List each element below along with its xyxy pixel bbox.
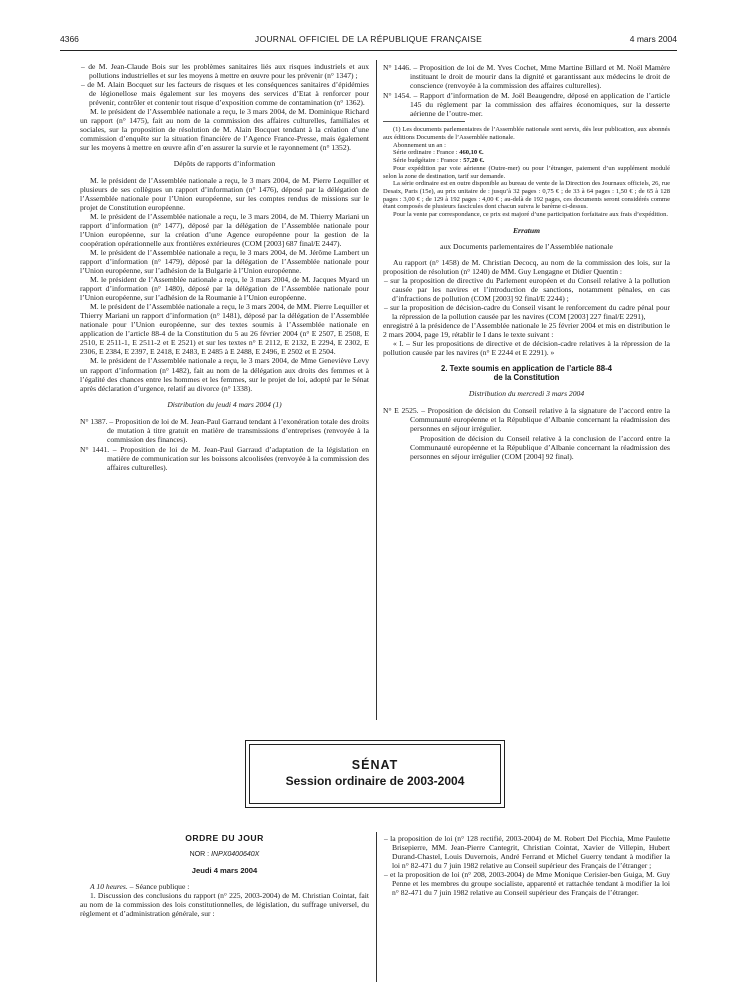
header-date: 4 mars 2004 xyxy=(629,34,677,44)
list-item: – sur la proposition de directive du Parlement européen et du Conseil relative à la pollution causée par les navires et l’introduction de sanctions, notamment pénales, en cas d’infractions de pollution (COM [2003] 92 final/E 2244) ; xyxy=(384,275,670,303)
list-item: – sur la proposition de décision-cadre du Conseil visant le renforcement du cadre pénal pour la répression de la pollution causée par les navires (COM [2003] 227 final/E 2291), xyxy=(384,303,670,322)
list-item: – de M. Jean-Claude Bois sur les problèmes sanitaires liés aux risques industriels et aux pollutions industrielles et sur les moyens à mettre en œuvre pour les prévenir (n° 1347) ; xyxy=(81,62,369,81)
page-number: 4366 xyxy=(60,34,79,44)
senat-box-inner xyxy=(249,744,501,804)
left-column xyxy=(80,62,369,472)
list-item: – de M. Alain Bocquet sur les facteurs de risques et les conséquences sanitaires d’épidémies de légionellose mais également sur les moyens des services d’Etat à renforcer pour prévenir, contrôler et contenir tout risque d’exposition comme de contamination (n° 1362). xyxy=(81,80,369,108)
list-item: N° 1454. – Rapport d’information de M. Joël Beaugendre, déposé en application de l’article 145 du règlement par la commission des affaires économiques, sur la desserte aérienne de l’outre-mer. xyxy=(383,91,670,119)
list-item: N° 1441. – Proposition de loi de M. Jean-Paul Garraud d’adaptation de la législation en matière de communication sur les boissons alcoolisées (renvoyée à la commission des affaires culturelles). xyxy=(80,444,369,472)
paragraph: Proposition de décision du Conseil relative à la conclusion de l’accord entre la Communauté européenne et la République d’Albanie concernant la réadmission des personnes en séjour irrégulier (COM [2004] 92 final). xyxy=(410,433,670,461)
list-item: N° 1446. – Proposition de loi de M. Yves Cochet, Mme Martine Billard et M. Noël Mamère instituant le droit de mourir dans la dignité et garantissant aux médecins le droit de conscience (renvoyée à la commission des affaires culturelles). xyxy=(383,63,670,91)
footnote-text: Série budgétaire : France : xyxy=(393,157,464,165)
paragraph: Au rapport (n° 1458) de M. Christian Decocq, au nom de la commission des lois, sur la proposition de résolution (n° 1240) de MM. Guy Lengagne et Didier Quentin : xyxy=(383,257,670,276)
subheading-distribution: Distribution du jeudi 4 mars 2004 (1) xyxy=(167,399,282,409)
paragraph: enregistré à la présidence de l’Assemblée nationale le 25 février 2004 et mis en distribution le 2 mars 2004, page 19, rétablir le I dans le texte suivant : xyxy=(383,321,670,340)
list-item: – et la proposition de loi (n° 208, 2003-2004) de Mme Monique Cerisier-ben Guiga, M. Guy Penne et les membres du groupe socialiste, apparenté et rattachée tendant à modifier la loi n° 82-471 du 7 juin 1982 relative au Conseil supérieur des Français de l’étranger. xyxy=(384,870,670,898)
footnote-text: Pour la vente par correspondance, ce prix est majoré d’une participation forfaitaire aux frais d’expédition. xyxy=(393,211,669,219)
nor-label: NOR : xyxy=(189,851,212,859)
ordre-right-column xyxy=(383,834,670,897)
senat-box xyxy=(245,740,505,808)
ordre-left-column xyxy=(80,834,369,918)
right-column xyxy=(383,62,670,461)
footnote-text: (1) Les documents parlementaires de l’Assemblée nationale sont servis, dès leur publication, aux abonnés aux éditions Documents de l’Assemblée nationale. xyxy=(383,126,670,141)
paragraph: M. le président de l’Assemblée nationale a reçu, le 3 mars 2004, de M. Jacques Myard un rapport d’information (n° 1480), déposé par la délégation de l’Assemblée nationale pour l’Union européenne, sur l’adhésion de la Roumanie à l’Union européenne. xyxy=(80,275,369,303)
senat-title: SÉNAT xyxy=(351,758,399,772)
journal-title: JOURNAL OFFICIEL DE LA RÉPUBLIQUE FRANÇAISE xyxy=(254,34,483,44)
paragraph: M. le président de l’Assemblée nationale a reçu, le 3 mars 2004, de M. Dominique Richard un rapport (n° 1475), fait au nom de la commission des affaires culturelles, familiales et sociales, sur la proposition de résolution de M. Alain Bocquet tendant à la création d’une commission d’enquête sur la situation financière de l’Agence France-Presse, mais également sur les moyens à mettre en œuvre afin d’en assurer la survie et le rayonnement (n° 1352). xyxy=(80,107,369,153)
subheading-depots: Dépôts de rapports d’information xyxy=(173,159,276,169)
footnote-text: La série ordinaire est en outre disponible au bureau de vente de la Direction des Journaux officiels, 26, rue Desaix, Paris (15e), au prix unitaire de : jusqu’à 32 pages : 0,75 € ; de 33 à 64 pages : 1,50 € ; de 65 à 128 pages : 3,00 € ; de 129 à 192 pages : 4,00 € ; au-delà de 192 pages, ces documents seront considérés comme étant composés de plusieurs fascicules dont chacun suivra le barème ci-dessus. xyxy=(383,180,670,211)
time-label: A 10 heures. xyxy=(90,882,128,892)
senat-session: Session ordinaire de 2003-2004 xyxy=(285,774,465,788)
paragraph: M. le président de l’Assemblée nationale a reçu, le 3 mars 2004, de M. Thierry Mariani un rapport d’information (n° 1477), déposé par la délégation de l’Assemblée nationale pour l’Union européenne, sur la création d’une Agence européenne pour la gestion de la coopération opérationnelle aux frontières extérieures (COM [2003] 687 final/E 2447). xyxy=(80,211,369,248)
erratum-title: Erratum xyxy=(512,225,540,235)
paragraph: M. le président de l’Assemblée nationale a reçu, le 3 mars 2004, de Mme Geneviève Levy un rapport d’information (n° 1482), fait au nom de la délégation aux droits des femmes et à l’égalité des chances entre les hommes et les femmes, sur le projet de loi, adopté par le Sénat après déclaration d’urgence, relatif au divorce (n° 1338). xyxy=(80,356,369,393)
footnote-text: Abonnement un an : xyxy=(393,141,446,149)
subheading-distribution: Distribution du mercredi 3 mars 2004 xyxy=(468,389,585,399)
time-rest: – Séance publique : xyxy=(127,882,190,892)
footnote-text: Pour expédition par voie aérienne (Outre-mer) ou pour l’étranger, paiement d’un supplément modulé selon la zone de destination, tarif sur demande. xyxy=(383,164,670,180)
column-divider xyxy=(376,60,377,720)
erratum-subtitle: aux Documents parlementaires de l’Assemblée nationale xyxy=(440,241,613,251)
ordre-day: Jeudi 4 mars 2004 xyxy=(191,866,258,876)
list-item: N° 1387. – Proposition de loi de M. Jean-Paul Garraud tendant à l’exonération totale des droits de mutation à titre gratuit en matière de transmissions d’entreprises (renvoyée à la commission des finances). xyxy=(80,416,369,444)
footnote-price: 460,10 €. xyxy=(459,149,484,157)
column-divider xyxy=(376,832,377,982)
header-rule xyxy=(60,50,677,51)
ordre-du-jour-title: ORDRE DU JOUR xyxy=(185,833,264,843)
paragraph: M. le président de l’Assemblée nationale a reçu, le 3 mars 2004, de M. Jérôme Lambert un rapport d’information (n° 1479), déposé par la délégation de l’Assemblée nationale pour l’Union européenne, sur l’adhésion de la Bulgarie à l’Union européenne. xyxy=(80,247,369,275)
nor-code: INPX0400640X xyxy=(211,851,260,859)
paragraph: 1. Discussion des conclusions du rapport (n° 225, 2003-2004) de M. Christian Cointat, fait au nom de la commission des lois constitutionnelles, de législation, du suffrage universel, du règlement et d’administration générale, sur : xyxy=(80,891,369,919)
section-heading: de la Constitution xyxy=(493,373,560,383)
footnote-text: Série ordinaire : France : xyxy=(393,149,460,157)
footnote-price-line xyxy=(383,149,670,157)
footnote xyxy=(383,126,670,218)
footnote-price-line xyxy=(383,157,670,165)
paragraph: M. le président de l’Assemblée nationale a reçu, le 3 mars 2004, de M. Pierre Lequiller et plusieurs de ses collègues un rapport d’information (n° 1476), déposé par la délégation de l’Assemblée nationale pour l’Union européenne, sur les comptes rendus de missions sur le projet de Constitution européenne. xyxy=(80,175,369,212)
list-item: – la proposition de loi (n° 128 rectifié, 2003-2004) de M. Robert Del Picchia, Mme Paulette Brisepierre, MM. Jean-Pierre Cantegrit, Christian Cointat, Xavier de Villepin, Hubert Durand-Chastel, Louis Duvernois, André Ferrand et Michel Guerry tendant à modifier la loi n° 82-471 du 7 juin 1982 relative au Conseil supérieur des Français de l’étranger ; xyxy=(384,834,670,871)
list-item: N° E 2525. – Proposition de décision du Conseil relative à la signature de l’accord entre la Communauté européenne et la République d’Albanie concernant la réadmission des personnes en séjour irrégulier. xyxy=(383,406,670,434)
paragraph: « I. – Sur les propositions de directive et de décision-cadre relatives à la répression de la pollution causée par les navires (n° E 2244 et E 2291). » xyxy=(383,339,670,358)
section-heading: 2. Texte soumis en application de l’article 88-4 xyxy=(440,364,612,374)
nor-line xyxy=(80,850,369,859)
footnote-rule xyxy=(383,121,465,122)
footnote-price: 57,20 €. xyxy=(463,157,485,165)
page-header xyxy=(60,34,677,48)
time-line xyxy=(80,882,369,891)
paragraph: M. le président de l’Assemblée nationale a reçu, le 3 mars 2004, de MM. Pierre Lequiller et Thierry Mariani un rapport d’information (n° 1481), déposé par la délégation de l’Assemblée nationale pour l’Union européenne, sur des textes soumis à l’Assemblée nationale en application de l’article 88-4 de la Constitution du 5 au 26 février 2004 (n° E 2507, E 2508, E 2510, E 2511-1, E 2511-2 et E 2521) et sur les textes n° E 2112, E 2132, E 2294, E 2302, E 2306, E 2384, E 2397, E 2418, E 2483, E 2485 à E 2488, E 2496, E 2502 et E 2504. xyxy=(80,302,369,357)
